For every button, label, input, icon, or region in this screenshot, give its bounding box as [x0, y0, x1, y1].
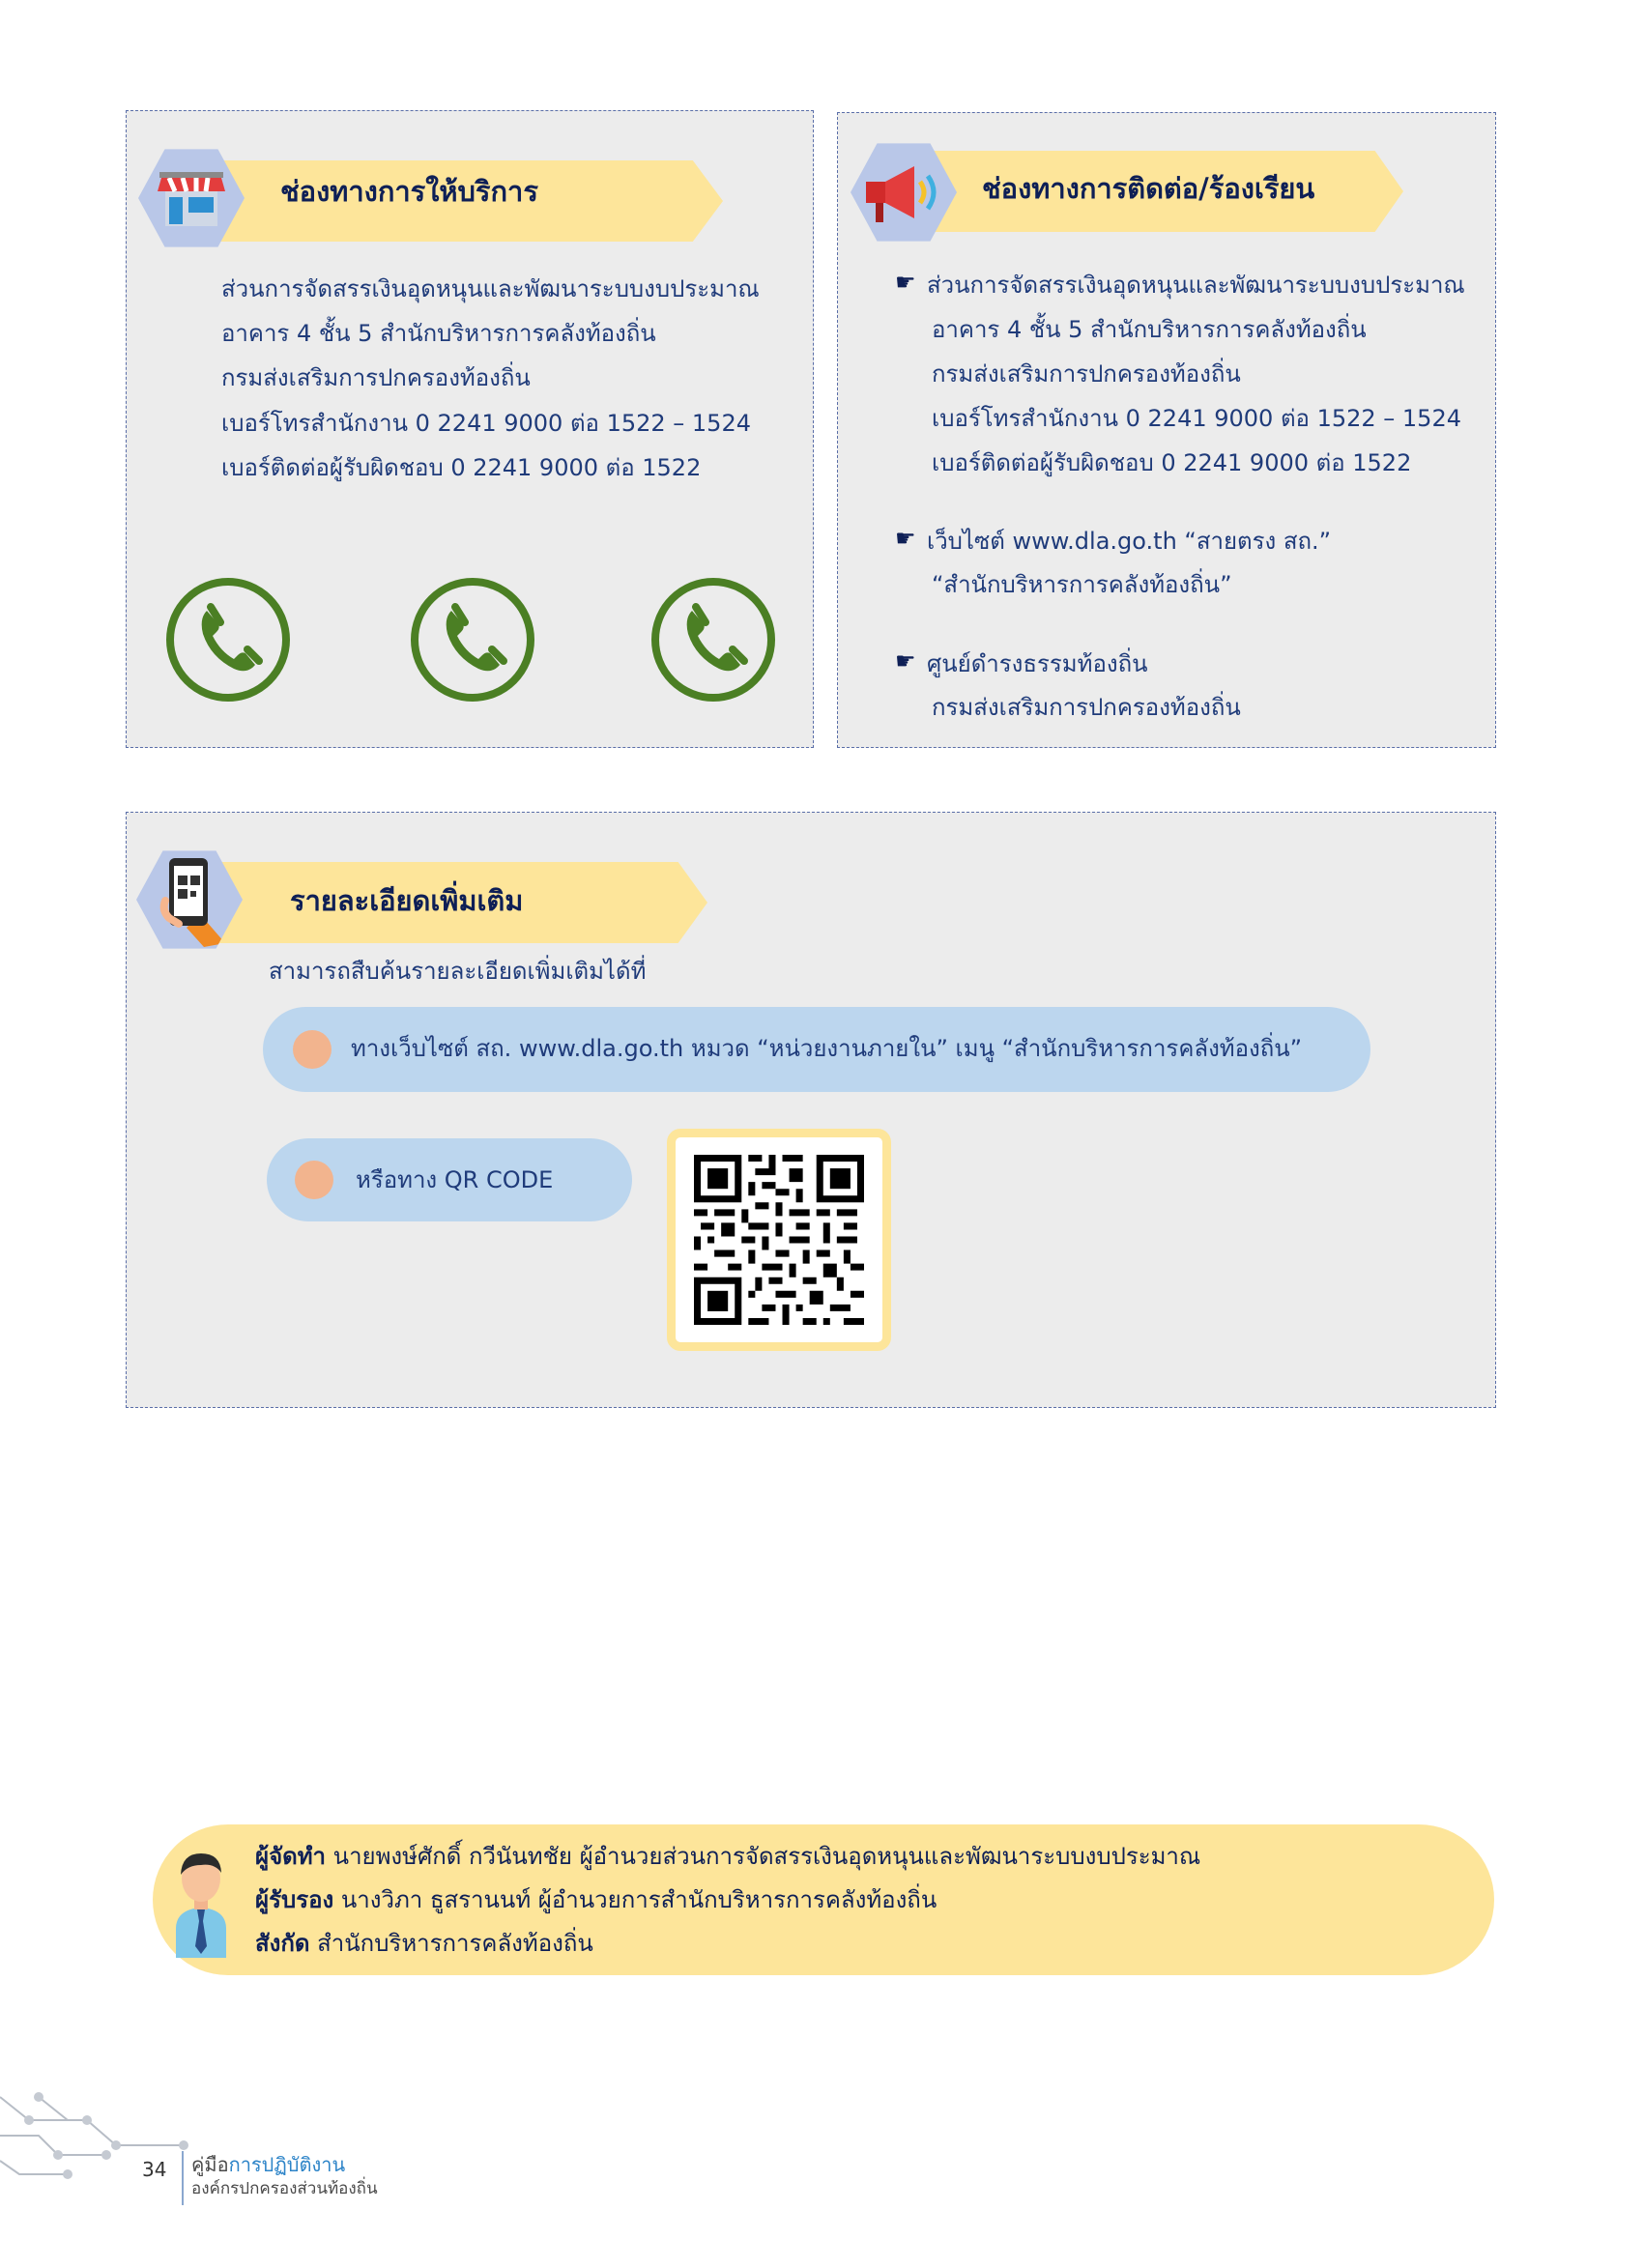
phone-icon: [164, 576, 292, 703]
org-name: องค์กรปกครองส่วนท้องถิ่น: [191, 2179, 378, 2198]
service-text-line: เบอร์ติดต่อผู้รับผิดชอบ 0 2241 9000 ต่อ 1522: [221, 454, 702, 481]
contact-text-line: กรมส่งเสริมการปกครองท้องถิ่น: [932, 694, 1241, 721]
service-channels-title: ช่องทางการให้บริการ: [280, 175, 538, 208]
website-option-text: ทางเว็บไซต์ สถ. www.dla.go.th หมวด “หน่วยงานภายใน” เมนู “สำนักบริหารการคลังท้องถิ่น”: [351, 1035, 1303, 1062]
credit-text: นายพงษ์ศักดิ์ กวีนันทชัย ผู้อำนวยส่วนการจัดสรรเงินอุดหนุนและพัฒนาระบบงบประมาณ: [332, 1843, 1201, 1870]
credit-label: ผู้จัดทำ: [255, 1843, 327, 1870]
credit-text: สำนักบริหารการคลังท้องถิ่น: [317, 1930, 593, 1957]
more-details-title: รายละเอียดเพิ่มเติม: [290, 884, 524, 917]
more-details-intro: สามารถสืบค้นรายละเอียดเพิ่มเติมได้ที่: [269, 958, 647, 985]
credit-row-affiliation: [255, 1929, 593, 1958]
service-text-line: เบอร์โทรสำนักงาน 0 2241 9000 ต่อ 1522 – 1524: [221, 410, 751, 437]
contact-complaint-title: ช่องทางการติดต่อ/ร้องเรียน: [982, 172, 1315, 205]
contact-text-line: กรมส่งเสริมการปกครองท้องถิ่น: [932, 360, 1241, 388]
credit-label: สังกัด: [255, 1930, 310, 1957]
qr-code-icon[interactable]: [694, 1155, 864, 1325]
credit-text: นางวิภา ธูสรานนท์ ผู้อำนวยการสำนักบริหารการคลังท้องถิ่น: [340, 1886, 937, 1913]
contact-text-line: เบอร์ติดต่อผู้รับผิดชอบ 0 2241 9000 ต่อ 1522: [932, 449, 1412, 476]
bullet-dot: [295, 1161, 333, 1199]
bullet-dot: [293, 1030, 332, 1069]
qr-option-text: หรือทาง QR CODE: [356, 1166, 554, 1193]
contact-text-line: เบอร์โทรสำนักงาน 0 2241 9000 ต่อ 1522 – 1524: [932, 405, 1461, 432]
contact-text-line: ศูนย์ดำรงธรรมท้องถิ่น: [927, 650, 1148, 677]
credit-row-preparer: [255, 1842, 1200, 1871]
service-text-line: อาคาร 4 ชั้น 5 สำนักบริหารการคลังท้องถิ่น: [221, 320, 656, 347]
contact-text-line: “สำนักบริหารการคลังท้องถิ่น”: [932, 571, 1232, 598]
contact-text-line: เว็บไซต์ www.dla.go.th “สายตรง สถ.”: [927, 528, 1332, 555]
pointing-hand-icon: ☛: [895, 269, 916, 296]
footer-divider: [182, 2151, 184, 2205]
phone-icon: [649, 576, 777, 703]
service-text-line: ส่วนการจัดสรรเงินอุดหนุนและพัฒนาระบบงบประมาณ: [221, 275, 760, 302]
person-avatar-icon: [162, 1844, 240, 1958]
manual-prefix: คู่มือ: [191, 2153, 229, 2176]
pointing-hand-icon: ☛: [895, 647, 916, 675]
phone-icon: [409, 576, 536, 703]
service-text-line: กรมส่งเสริมการปกครองท้องถิ่น: [221, 364, 531, 391]
page-number: 34: [142, 2158, 167, 2181]
manual-title-text: การปฏิบัติงาน: [228, 2153, 346, 2176]
credit-row-approver: [255, 1885, 937, 1914]
credit-label: ผู้รับรอง: [255, 1886, 334, 1913]
qr-code-frame: [667, 1129, 891, 1351]
pointing-hand-icon: ☛: [895, 525, 916, 552]
contact-text-line: อาคาร 4 ชั้น 5 สำนักบริหารการคลังท้องถิ่น: [932, 316, 1367, 343]
contact-text-line: ส่วนการจัดสรรเงินอุดหนุนและพัฒนาระบบงบประมาณ: [927, 272, 1465, 299]
